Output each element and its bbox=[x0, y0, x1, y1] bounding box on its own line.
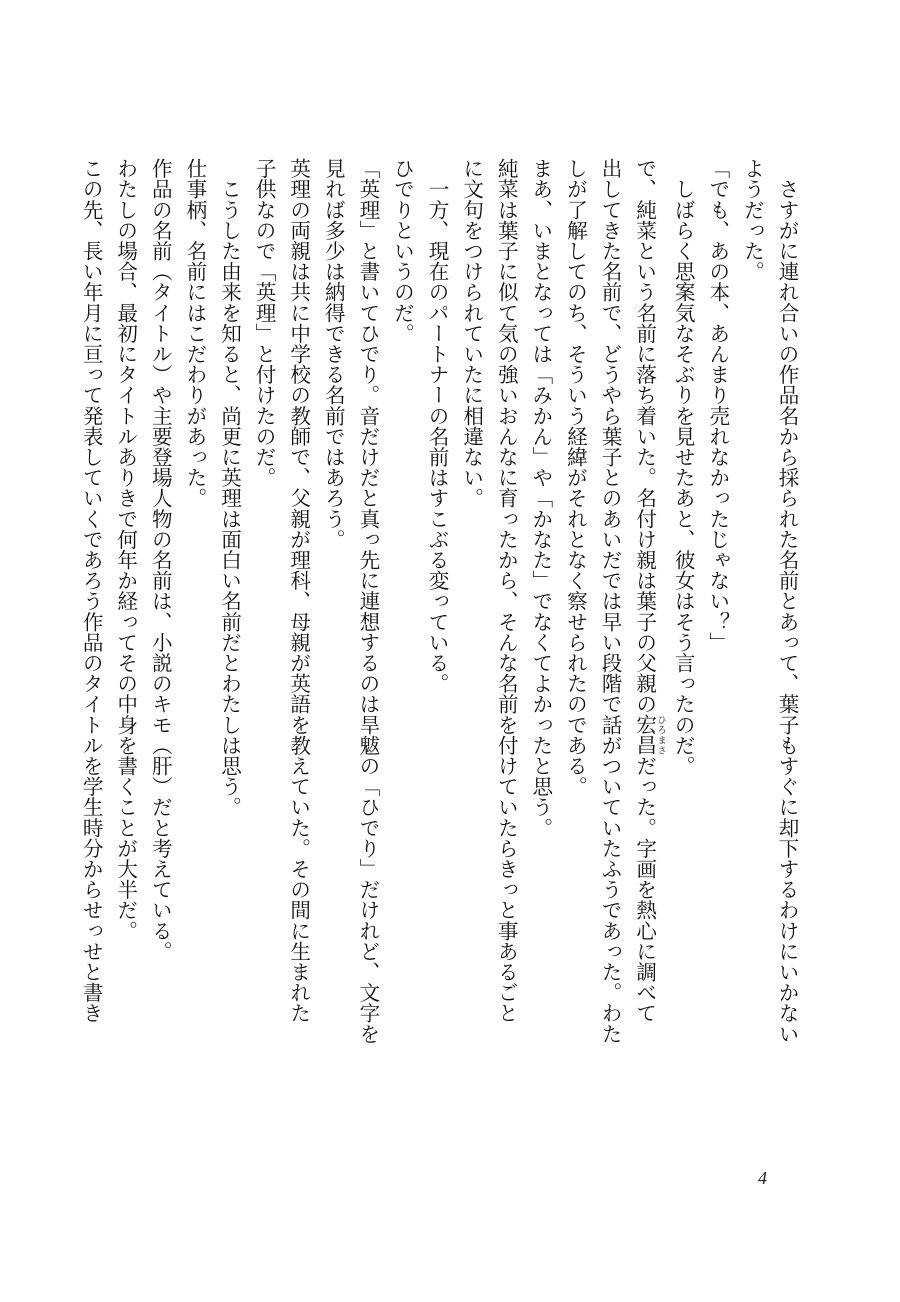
ruby-line-after: だった。字画を熱心に調べて bbox=[632, 755, 657, 1024]
text-line: 出してきた名前で、どうやら葉子とのあいだでは早い段階で話がついていたふうであった。わた bbox=[598, 158, 623, 1044]
text-line: 「でも、あの本、あんまり売れなかったじゃない？」 bbox=[705, 158, 730, 653]
name-with-reading bbox=[632, 714, 666, 756]
text-line: ようだった。 bbox=[740, 158, 765, 282]
text-line: こうした由来を知ると、尚更に英理は面白い名前だとわたしは思う。 bbox=[217, 158, 242, 818]
text-line: 子供なので「英理」と付けたのだ。 bbox=[252, 158, 277, 488]
text-line: 見れば多少は納得できる名前ではあろう。 bbox=[321, 158, 346, 550]
text-line: 純菜は葉子に似て気の強いおんなに育ったから、そんな名前を付けていたらきっと事あるごと bbox=[494, 158, 519, 1024]
ruby-base: 宏昌 bbox=[632, 714, 657, 756]
text-line: 仕事柄、名前にはこだわりがあった。 bbox=[182, 158, 207, 509]
text-line: さすがに連れ合いの作品名から採られた名前とあって、葉子もすぐに却下するわけにいかない bbox=[775, 158, 799, 1044]
page-number: 4 bbox=[758, 1168, 767, 1188]
text-line: まあ、いまとなっては「みかん」や「かなた」でなくてよかったと思う。 bbox=[528, 158, 553, 838]
ruby-line-before: で、純菜という名前に落ち着いた。名付け親は葉子の父親の bbox=[632, 158, 657, 715]
text-line: しばらく思案気なそぶりを見せたあと、彼女はそう言ったのだ。 bbox=[671, 158, 696, 776]
vertical-text-body bbox=[74, 158, 804, 1158]
text-line: 「英理」と書いてひでり。音だけだと真っ先に連想するのは旱魃の「ひでり」だけれど、文字を bbox=[355, 158, 380, 1044]
text-line: この先、長い年月に亘って発表していくであろう作品のタイトルを学生時分からせっせと書き bbox=[79, 158, 104, 1024]
ruby-reading: ひろまさ bbox=[655, 714, 666, 756]
text-line: に文句をつけられていたに相違ない。 bbox=[459, 158, 484, 509]
text-line: しが了解してのち、そういう経緯がそれとなく察せられたのである。 bbox=[563, 158, 588, 797]
text-line: 英理の両親は共に中学校の教師で、父親が理科、母親が英語を教えていた。その間に生まれた bbox=[286, 158, 311, 1024]
text-line-with-ruby bbox=[627, 158, 666, 1158]
text-line: わたしの場合、最初にタイトルありきで何年か経ってその中身を書くことが大半だ。 bbox=[113, 158, 138, 941]
text-line: ひでりというのだ。 bbox=[390, 158, 415, 344]
text-line: 作品の名前（タイトル）や主要登場人物の名前は、小説のキモ（肝）だと考えている。 bbox=[148, 158, 173, 962]
text-line: 一方、現在のパートナーの名前はすこぶる変っている。 bbox=[425, 158, 450, 694]
